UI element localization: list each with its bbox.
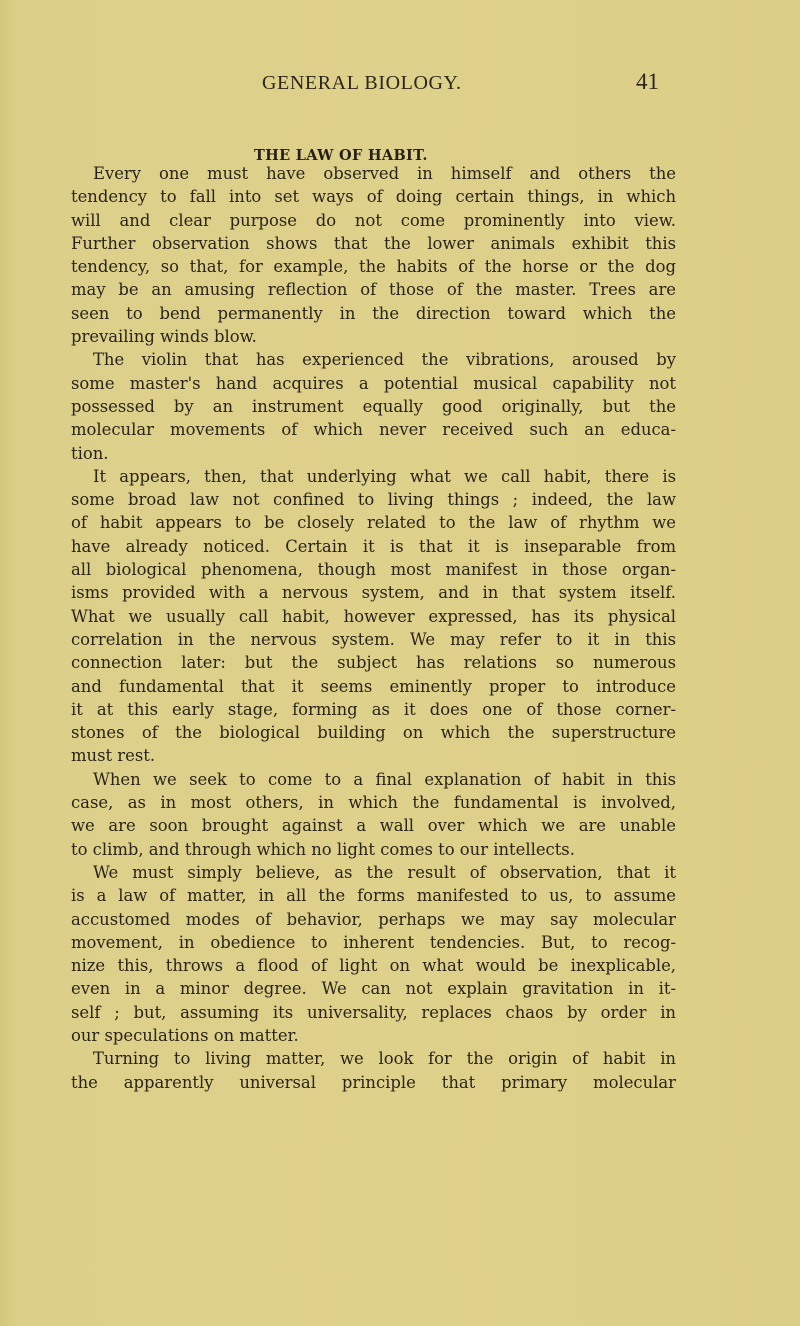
text-line: It appears, then, that underlying what we call habit, there is [93,466,676,486]
text-line: may be an amusing reflection of those of the master. Trees are [71,280,676,300]
section-title: THE LAW OF HABIT. [254,147,428,164]
text-line: some broad law not confined to living things ; indeed, the law [71,490,676,510]
text-line: tion. [71,443,109,463]
text-line: Further observation shows that the lower animals exhibit this [71,233,676,253]
text-line: we are soon brought against a wall over which we are unable [71,816,676,836]
text-line: The violin that has experienced the vibrations, aroused by [93,350,676,370]
text-line: When we seek to come to a final explanation of habit in this [93,769,676,789]
running-head [0,69,800,102]
text-line: movement, in obedience to inherent tendencies. But, to recog- [71,932,676,952]
text-line: our speculations on matter. [71,1025,299,1045]
text-line: to climb, and through which no light comes to our intellects. [71,839,575,859]
text-line: seen to bend permanently in the direction toward which the [71,303,676,323]
paragraph [71,1047,676,1094]
running-title: GENERAL BIOLOGY. [262,72,462,94]
paragraph [71,768,676,861]
text-line: of habit appears to be closely related to the law of rhythm we [71,513,676,533]
page-number: 41 [636,69,659,94]
text-line: have already noticed. Certain it is that it is inseparable from [71,536,676,556]
paragraph [71,162,676,348]
text-line: Every one must have observed in himself and others the [93,164,676,183]
body-text [71,162,676,1094]
text-line: tendency, so that, for example, the habits of the horse or the dog [71,257,676,277]
text-line: We must simply believe, as the result of observation, that it [93,862,676,882]
paragraph [71,348,676,464]
text-line: the apparently universal principle that primary molecular [71,1072,676,1092]
text-line: nize this, throws a flood of light on what would be inexplicable, [71,956,676,976]
text-line: must rest. [71,746,156,766]
text-line: and fundamental that it seems eminently proper to introduce [71,676,676,696]
text-line: prevailing winds blow. [71,327,257,347]
paragraph [71,861,676,1047]
text-line: will and clear purpose do not come prominently into view. [71,210,676,230]
text-line: isms provided with a nervous system, and in that system itself. [71,583,676,603]
text-line: even in a minor degree. We can not explain gravitation in it- [71,979,676,999]
text-line: possessed by an instrument equally good originally, but the [71,396,676,416]
text-line: some master's hand acquires a potential musical capability not [71,373,676,393]
text-line: tendency to fall into set ways of doing certain things, in which [71,187,676,207]
text-line: What we usually call habit, however expressed, has its physical [71,606,676,626]
text-line: accustomed modes of behavior, perhaps we may say molecular [71,909,676,929]
text-line: molecular movements of which never received such an educa- [71,420,676,440]
text-line: case, as in most others, in which the fundamental is involved, [71,793,676,813]
text-line: connection later: but the subject has relations so numerous [71,653,676,673]
text-line: it at this early stage, forming as it does one of those corner- [71,699,676,719]
text-line: correlation in the nervous system. We may refer to it in this [71,629,676,649]
text-line: is a law of matter, in all the forms manifested to us, to assume [71,886,676,906]
text-line: all biological phenomena, though most manifest in those organ- [71,560,676,580]
paragraph [71,465,676,768]
text-line: Turning to living matter, we look for the origin of habit in [93,1049,676,1069]
text-line: stones of the biological building on which the superstructure [71,723,676,743]
text-line: self ; but, assuming its universality, replaces chaos by order in [71,1002,676,1022]
